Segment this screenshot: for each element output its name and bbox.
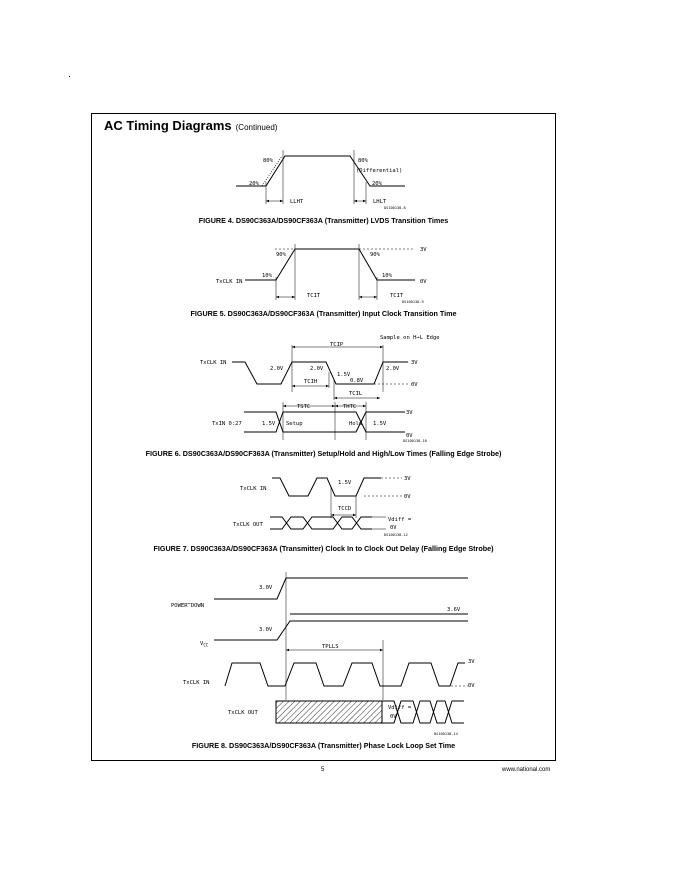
fig8-id: DS100138-14 bbox=[434, 732, 458, 736]
fig5-id: DS100138-9 bbox=[402, 300, 424, 304]
fig6-setup: Setup bbox=[286, 421, 303, 427]
fig8-caption: FIGURE 8. DS90C363A/DS90CF363A (Transmitter) Phase Lock Loop Set Time bbox=[191, 741, 456, 750]
fig4-id: DS100138-8 bbox=[384, 206, 406, 210]
fig6-0v-a: 0V bbox=[411, 382, 418, 388]
fig6-2v-a: 2.0V bbox=[270, 366, 284, 372]
fig8-out-waveform bbox=[276, 701, 464, 723]
fig8-0v-out: 0V bbox=[390, 714, 397, 720]
fig8-3v6: 3.6V bbox=[447, 607, 461, 613]
fig7-id: DS100138-12 bbox=[384, 533, 408, 537]
fig6-sample: Sample on H→L Edge bbox=[380, 335, 440, 341]
fig4-80pct-left: 80% bbox=[263, 158, 273, 164]
fig6-tcil: TCIL bbox=[349, 391, 363, 397]
fig8-3v0-b: 3.0V bbox=[259, 627, 273, 633]
fig7-txclk-in: TxCLK IN bbox=[240, 486, 267, 492]
fig6-tcih: TCIH bbox=[304, 379, 318, 385]
fig5-caption: FIGURE 5. DS90C363A/DS90CF363A (Transmitter) Input Clock Transition Time bbox=[190, 309, 457, 318]
page-title: AC Timing Diagrams (Continued) bbox=[104, 118, 278, 133]
fig8-clock-waveform bbox=[225, 663, 468, 686]
fig4-differential: (Differential) bbox=[356, 168, 403, 174]
fig7-vdiff: Vdiff = bbox=[388, 517, 412, 523]
fig6-1v5-a: 1.5V bbox=[337, 372, 351, 378]
fig6-clock-waveform bbox=[232, 345, 408, 400]
fig6-3v-a: 3V bbox=[411, 360, 418, 366]
fig8-tplls: TPLLS bbox=[322, 644, 339, 650]
fig6-id: DS100138-10 bbox=[403, 439, 427, 443]
fig5-tcit-left: TCIT bbox=[307, 293, 321, 299]
fig6-0v8: 0.8V bbox=[350, 378, 364, 384]
page-number: 5 bbox=[321, 767, 325, 773]
fig4-waveform bbox=[236, 150, 405, 204]
fig6-hold: Hold bbox=[349, 421, 363, 427]
fig5-3v: 3V bbox=[420, 247, 427, 253]
fig5-10pct-left: 10% bbox=[262, 273, 272, 279]
fig7-0v: 0V bbox=[404, 494, 411, 500]
fig7-clock-waveform bbox=[272, 478, 402, 518]
fig6-thtc: THTC bbox=[343, 404, 357, 410]
fig7-0v-out: 0V bbox=[390, 525, 397, 531]
fig6-tstc: TSTC bbox=[297, 404, 311, 410]
fig4-lhlt: LHLT bbox=[373, 199, 387, 205]
fig7-3v: 3V bbox=[404, 476, 411, 482]
fig5-0v: 0V bbox=[420, 279, 427, 285]
footer-site-link[interactable]: www.national.com bbox=[502, 767, 551, 773]
fig6-3v-b: 3V bbox=[406, 410, 413, 416]
fig5-90pct-left: 90% bbox=[276, 252, 286, 258]
fig6-caption: FIGURE 6. DS90C363A/DS90CF363A (Transmitter) Setup/Hold and High/Low Times (Falling Edge Strobe) bbox=[145, 449, 502, 458]
fig6-1v5-b: 1.5V bbox=[262, 421, 276, 427]
fig6-txin: TxIN 0:27 bbox=[212, 421, 242, 427]
fig4-20pct-right: 20% bbox=[372, 181, 382, 187]
fig8-power-down-waveform bbox=[214, 578, 468, 599]
fig8-3v: 3V bbox=[468, 659, 475, 665]
fig5-waveform bbox=[245, 244, 415, 300]
fig4-80pct-right: 80% bbox=[358, 158, 368, 164]
fig8-vcc: $V_{CC}$ bbox=[200, 641, 209, 648]
fig4-llht: LLHT bbox=[290, 199, 304, 205]
fig6-2v-b: 2.0V bbox=[310, 366, 324, 372]
fig5-10pct-right: 10% bbox=[382, 273, 392, 279]
fig8-power-down: POWER DOWN bbox=[171, 603, 205, 609]
fig6-1v5-c: 1.5V bbox=[373, 421, 387, 427]
fig6-2v-c: 2.0V bbox=[386, 366, 400, 372]
fig6-txclk-in: TxCLK IN bbox=[200, 360, 227, 366]
fig7-tccd: TCCD bbox=[338, 506, 352, 512]
fig8-0v: 0V bbox=[468, 683, 475, 689]
fig6-tcip: TCIP bbox=[330, 342, 344, 348]
fig8-txclk-in: TxCLK IN bbox=[183, 680, 210, 686]
fig6-0v-b: 0V bbox=[406, 433, 413, 439]
fig4-caption: FIGURE 4. DS90C363A/DS90CF363A (Transmitter) LVDS Transition Times bbox=[198, 216, 449, 225]
fig5-90pct-right: 90% bbox=[370, 252, 380, 258]
fig5-tcit-right: TCIT bbox=[390, 293, 404, 299]
fig4-20pct-left: 20% bbox=[249, 181, 259, 187]
fig8-3v0-a: 3.0V bbox=[259, 585, 273, 591]
fig7-1v5: 1.5V bbox=[338, 480, 352, 486]
fig8-txclk-out: TxCLK OUT bbox=[228, 710, 258, 716]
fig7-txclk-out: TxCLK OUT bbox=[233, 522, 263, 528]
fig7-out-waveform bbox=[270, 517, 386, 529]
fig5-txclk-in: TxCLK IN bbox=[216, 279, 243, 285]
fig7-caption: FIGURE 7. DS90C363A/DS90CF363A (Transmitter) Clock In to Clock Out Delay (Falling Edge Strobe) bbox=[153, 544, 494, 553]
fig8-vdiff: Vdiff = bbox=[388, 705, 412, 711]
fig8-vcc-waveform bbox=[214, 572, 468, 700]
